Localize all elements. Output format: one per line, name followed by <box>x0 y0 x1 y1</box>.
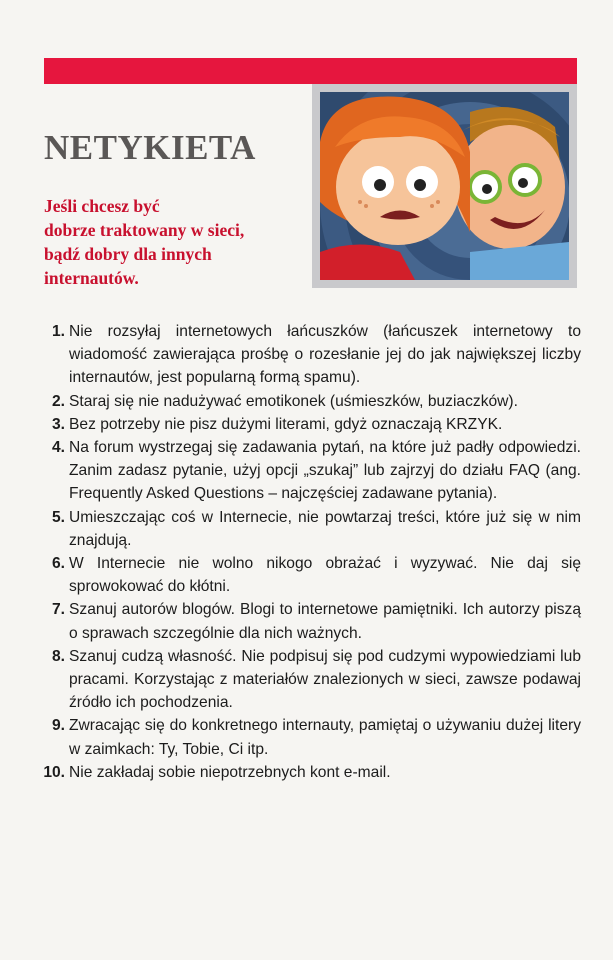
tagline-line: dobrze traktowany w sieci, <box>44 220 245 240</box>
list-item <box>36 506 581 552</box>
list-item <box>36 436 581 506</box>
tagline-line: bądź dobry dla innych <box>44 244 212 264</box>
tagline <box>44 194 314 290</box>
list-item <box>36 552 581 598</box>
rule-text: Na forum wystrzegaj się zadawania pytań, na które już padły odpowiedzi. Zanim zadasz pytanie, użyj opcji „szukaj” lub zajrzyj do działu FAQ (ang. Frequently Asked Questions – najczęściej zadawane pytania). <box>69 439 581 503</box>
cartoon-kids-illustration <box>312 84 577 288</box>
rule-number: 8. <box>51 647 65 665</box>
list-item <box>36 714 581 760</box>
rule-text: Szanuj autorów blogów. Blogi to internetowe pamiętniki. Ich autorzy piszą o sprawach szczególnie dla nich ważnych. <box>69 601 581 642</box>
rule-number: 1. <box>51 323 65 340</box>
rule-text: Staraj się nie nadużywać emotikonek (uśmieszków, buziaczków). <box>69 392 518 410</box>
rule-number: 3. <box>51 415 65 433</box>
top-accent-bar <box>44 58 577 84</box>
rule-text: Bez potrzeby nie pisz dużymi literami, gdyż oznaczają KRZYK. <box>69 415 503 433</box>
rule-text: Nie zakładaj sobie niepotrzebnych kont e-mail. <box>69 763 391 781</box>
rule-text: Nie rozsyłaj internetowych łańcuszków (łańcuszek internetowy to wiadomość zawierająca prośbę o rozesłanie jej do jak największej liczby internautów, jest popularną formą spamu). <box>69 323 581 387</box>
rule-text: Zwracając się do konkretnego internauty, pamiętaj o używaniu dużej litery w zaimkach: Ty, Tobie, Ci itp. <box>69 717 581 758</box>
tagline-line: internautów. <box>44 268 139 288</box>
rule-number: 9. <box>51 717 65 735</box>
list-item <box>36 413 581 436</box>
rule-number: 5. <box>51 508 65 526</box>
rule-number: 10. <box>43 763 65 781</box>
netiquette-rules-list <box>36 320 581 784</box>
rule-number: 2. <box>51 392 65 410</box>
list-item <box>36 320 581 390</box>
rule-text: W Internecie nie wolno nikogo obrażać i wyzywać. Nie daj się sprowokować do kłótni. <box>69 555 581 596</box>
rule-text: Szanuj cudzą własność. Nie podpisuj się pod cudzymi wypowiedziami lub pracami. Korzystając z materiałów znalezionych w sieci, zawsze podawaj źródło ich pochodzenia. <box>69 647 581 712</box>
page-title: NETYKIETA <box>44 128 256 167</box>
list-item <box>36 598 581 644</box>
tagline-line: Jeśli chcesz być <box>44 196 160 216</box>
list-item <box>36 645 581 715</box>
list-item <box>36 390 581 413</box>
list-item <box>36 761 581 784</box>
rule-text: Umieszczając coś w Internecie, nie powtarzaj treści, które już się w nim znajdują. <box>69 508 581 549</box>
rule-number: 7. <box>51 601 65 619</box>
rule-number: 6. <box>51 555 65 573</box>
cartoon-kids-image <box>320 92 569 280</box>
rule-number: 4. <box>51 439 65 457</box>
